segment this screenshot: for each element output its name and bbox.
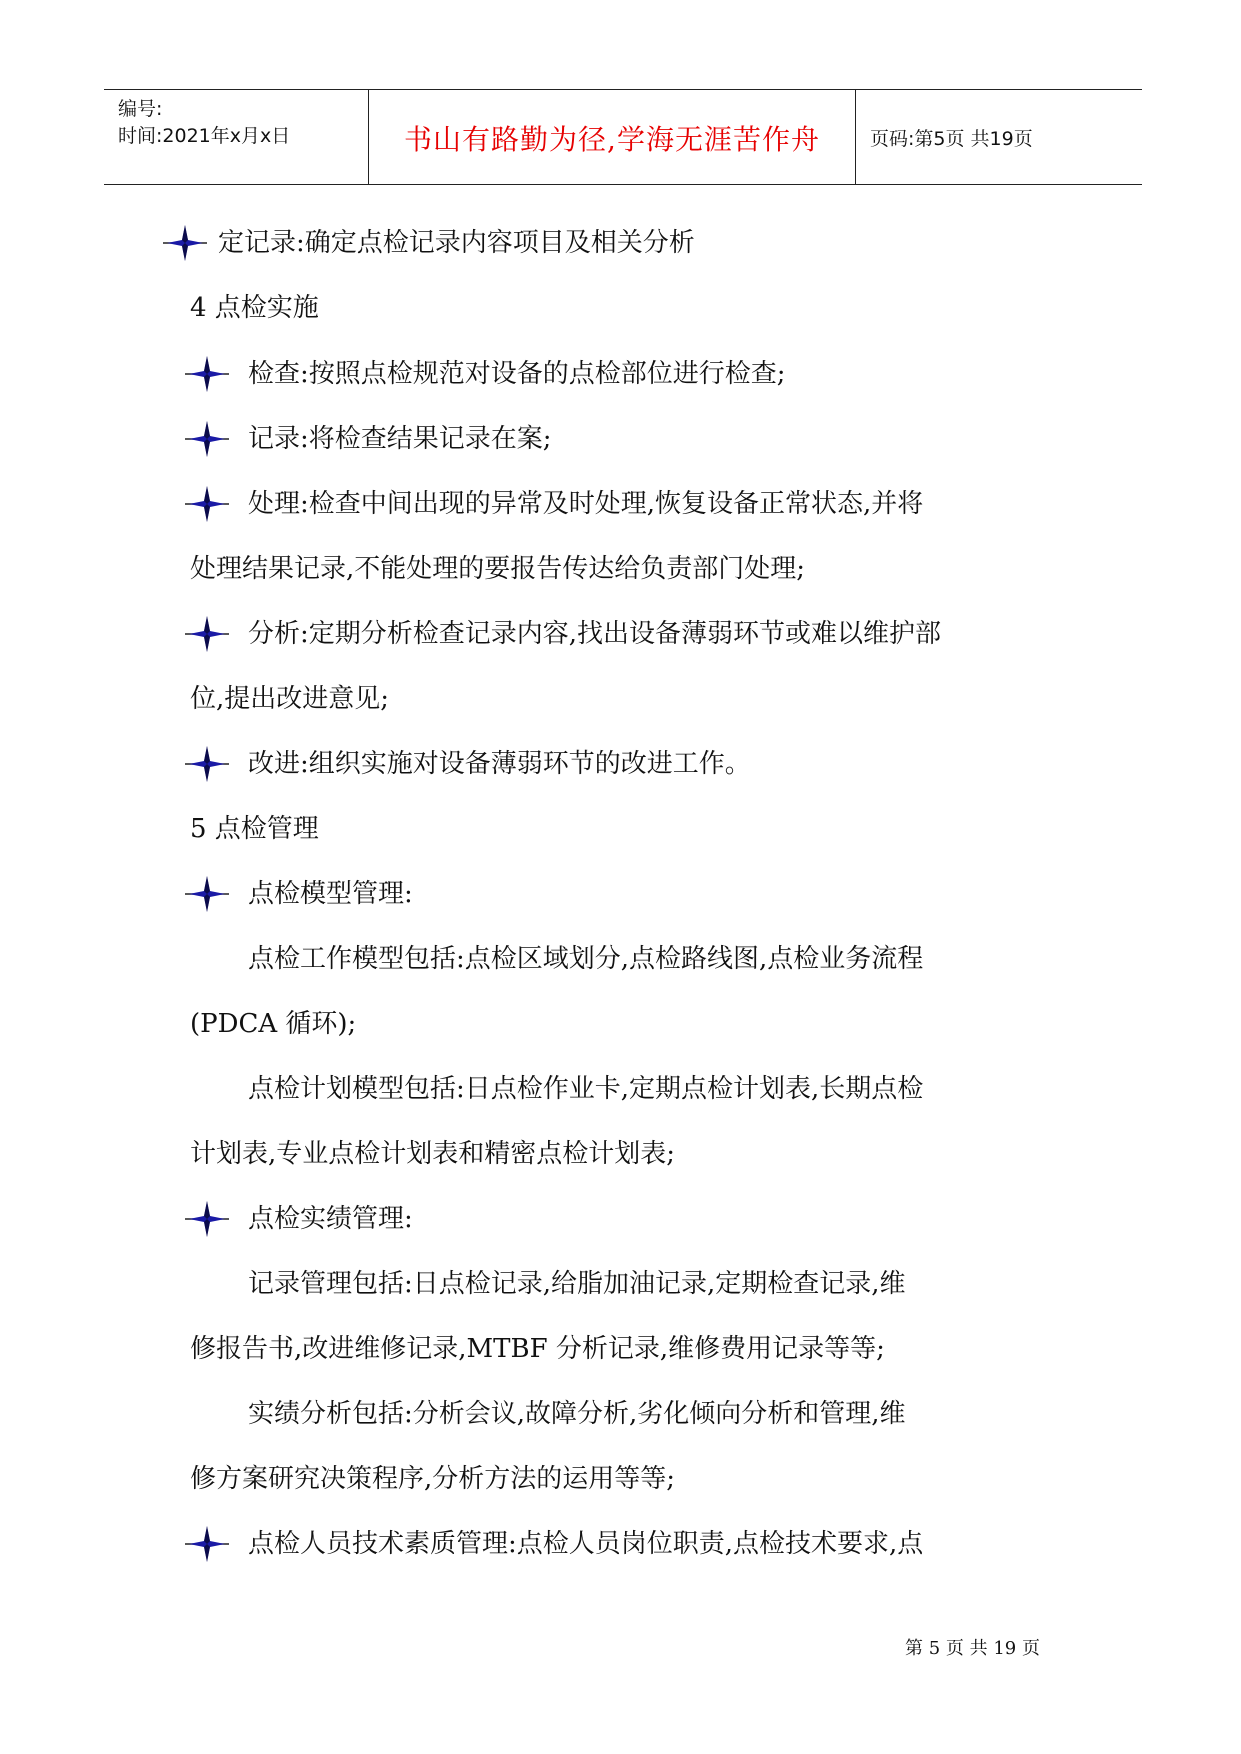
four-point-star-icon	[185, 1199, 229, 1239]
body-line: 点检实绩管理:	[248, 1204, 413, 1234]
header-motto-cell	[369, 90, 856, 184]
body-line: 分析:定期分析检查记录内容,找出设备薄弱环节或难以维护部	[248, 619, 942, 649]
body-line: 修报告书,改进维修记录,MTBF 分析记录,维修费用记录等等;	[190, 1334, 885, 1364]
body-line: 位,提出改进意见;	[190, 684, 390, 714]
header-page-cell	[856, 90, 1142, 184]
body-line: 改进:组织实施对设备薄弱环节的改进工作。	[248, 749, 751, 779]
header-page-number: 页码:第5页 共19页	[870, 128, 1033, 150]
four-point-star-icon	[185, 419, 229, 459]
four-point-star-icon	[163, 223, 207, 263]
section-heading: 5 点检管理	[190, 814, 319, 844]
body-line: 计划表,专业点检计划表和精密点检计划表;	[190, 1139, 676, 1169]
body-line: 记录管理包括:日点检记录,给脂加油记录,定期检查记录,维	[248, 1269, 906, 1299]
document-header	[104, 89, 1142, 185]
four-point-star-icon	[185, 614, 229, 654]
four-point-star-icon	[185, 874, 229, 914]
document-time-label: 时间:2021年x月x日	[118, 125, 291, 147]
body-line: 修方案研究决策程序,分析方法的运用等等;	[190, 1464, 676, 1494]
body-line: 点检模型管理:	[248, 879, 413, 909]
four-point-star-icon	[185, 1524, 229, 1564]
body-line: 记录:将检查结果记录在案;	[248, 424, 552, 454]
body-line: 检查:按照点检规范对设备的点检部位进行检查;	[248, 359, 786, 389]
body-line: (PDCA 循环);	[190, 1009, 357, 1039]
body-line: 处理:检查中间出现的异常及时处理,恢复设备正常状态,并将	[248, 489, 924, 519]
body-line: 点检人员技术素质管理:点检人员岗位职责,点检技术要求,点	[248, 1529, 924, 1559]
body-line: 处理结果记录,不能处理的要报告传达给负责部门处理;	[190, 554, 806, 584]
header-info-cell	[104, 90, 369, 184]
page-footer: 第 5 页 共 19 页	[905, 1638, 1040, 1659]
body-line: 定记录:确定点检记录内容项目及相关分析	[218, 228, 695, 258]
four-point-star-icon	[185, 744, 229, 784]
body-line: 点检工作模型包括:点检区域划分,点检路线图,点检业务流程	[248, 944, 924, 974]
document-number-label: 编号:	[118, 98, 163, 120]
section-heading: 4 点检实施	[190, 293, 319, 323]
body-line: 点检计划模型包括:日点检作业卡,定期点检计划表,长期点检	[248, 1074, 924, 1104]
body-line: 实绩分析包括:分析会议,故障分析,劣化倾向分析和管理,维	[248, 1399, 906, 1429]
four-point-star-icon	[185, 484, 229, 524]
motto-text: 书山有路勤为径,学海无涯苦作舟	[404, 123, 820, 156]
four-point-star-icon	[185, 354, 229, 394]
